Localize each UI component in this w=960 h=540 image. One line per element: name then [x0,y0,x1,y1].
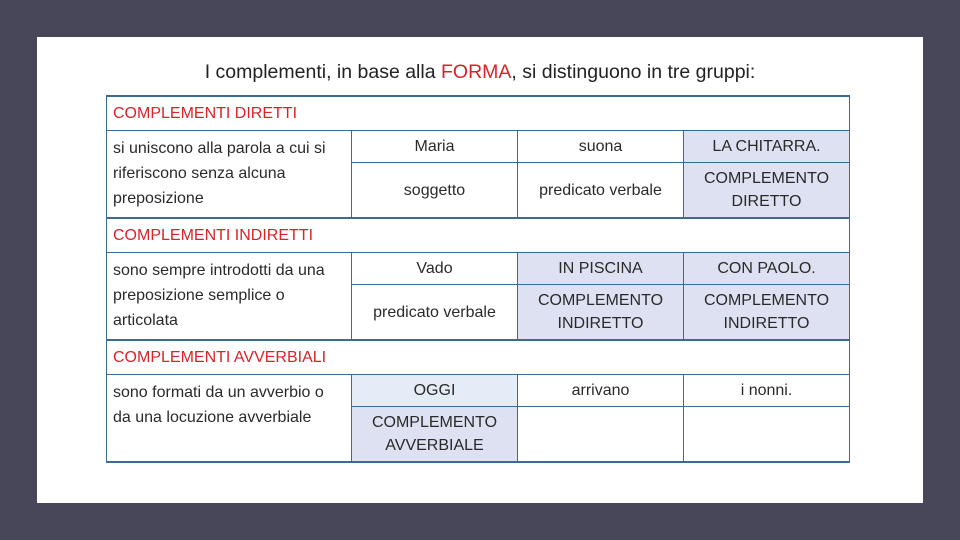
word-cell-highlighted: IN PISCINA [518,253,684,285]
word-cell: Maria [352,131,518,163]
words-row [107,375,850,407]
page-title [37,61,923,84]
description-diretti: si uniscono alla parola a cui si riferiscono senza alcuna preposizione [107,131,352,219]
slide [37,37,923,503]
role-cell: predicato verbale [518,163,684,219]
section-heading-row [107,340,850,375]
title-after: , si distinguono in tre gruppi: [511,61,756,83]
role-cell-empty [518,407,684,463]
word-cell: i nonni. [684,375,850,407]
word-cell: suona [518,131,684,163]
description-avverbiali: sono formati da un avverbio o da una locuzione avverbiale [107,375,352,463]
role-cell-highlighted: COMPLEMENTO INDIRETTO [518,285,684,341]
words-row [107,131,850,163]
words-row [107,253,850,285]
word-cell-highlighted: CON PAOLO. [684,253,850,285]
section-heading-row [107,218,850,253]
word-cell-highlighted: LA CHITARRA. [684,131,850,163]
role-cell: soggetto [352,163,518,219]
role-cell-highlighted: COMPLEMENTO DIRETTO [684,163,850,219]
title-highlight: FORMA [440,61,512,83]
description-indiretti: sono sempre introdotti da una preposizione semplice o articolata [107,253,352,341]
section-heading-diretti: COMPLEMENTI DIRETTI [107,96,850,131]
word-cell-highlighted: OGGI [352,375,518,407]
role-cell-highlighted: COMPLEMENTO AVVERBIALE [352,407,518,463]
section-heading-row [107,96,850,131]
role-cell: predicato verbale [352,285,518,341]
word-cell: Vado [352,253,518,285]
section-heading-indiretti: COMPLEMENTI INDIRETTI [107,218,850,253]
role-cell-empty [684,407,850,463]
complementi-table [106,95,850,463]
word-cell: arrivano [518,375,684,407]
title-before: I complementi, in base alla [204,61,441,83]
role-cell-highlighted: COMPLEMENTO INDIRETTO [684,285,850,341]
section-heading-avverbiali: COMPLEMENTI AVVERBIALI [107,340,850,375]
